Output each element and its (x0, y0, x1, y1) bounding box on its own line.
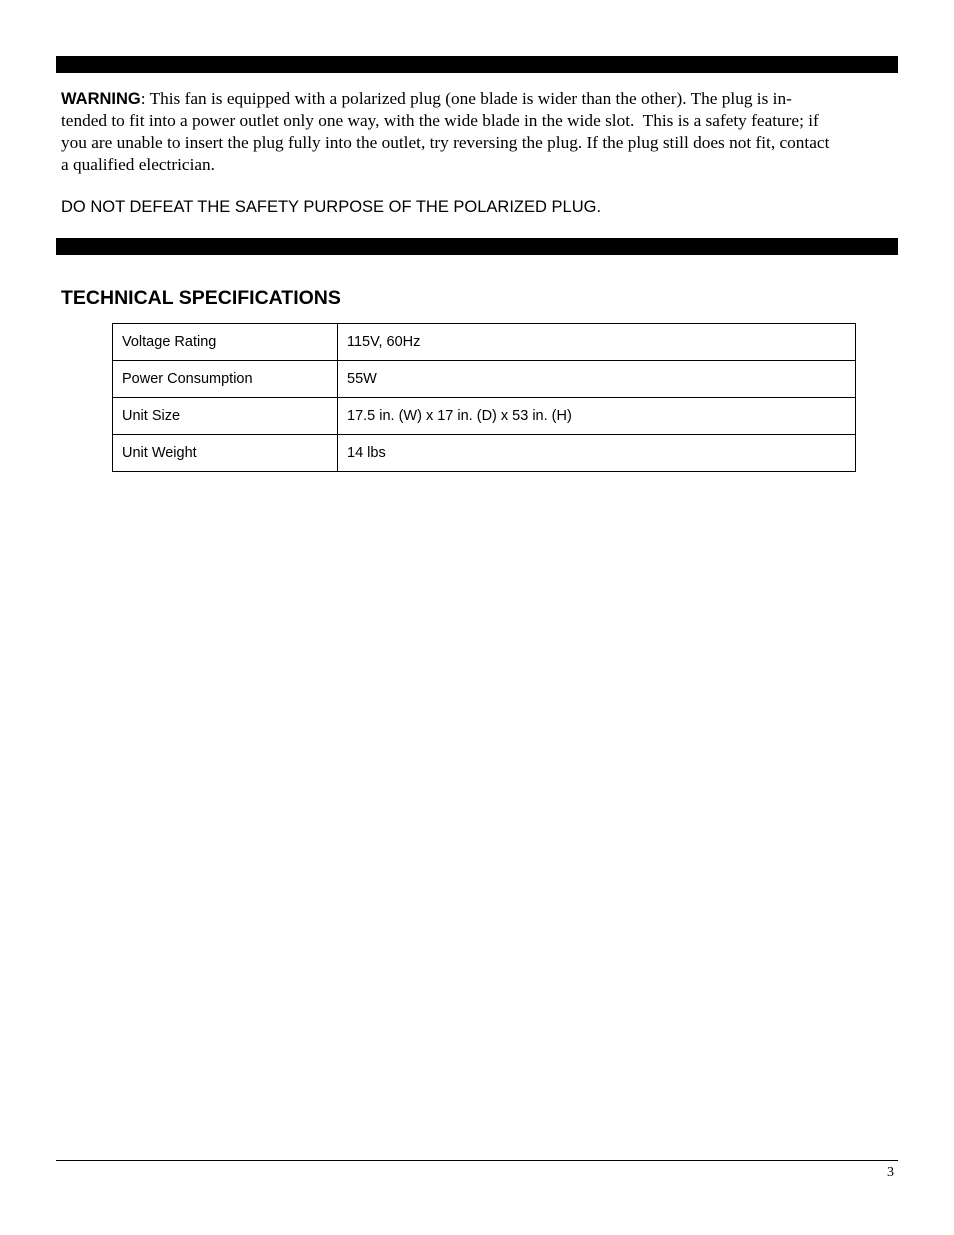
polarized-plug-notice: DO NOT DEFEAT THE SAFETY PURPOSE OF THE POLARIZED PLUG. (61, 198, 602, 216)
table-row (113, 435, 856, 472)
spec-value: 17.5 in. (W) x 17 in. (D) x 53 in. (H) (338, 398, 856, 435)
spec-value: 14 lbs (338, 435, 856, 472)
spec-label: Unit Size (113, 398, 338, 435)
spec-label: Unit Weight (113, 435, 338, 472)
warning-text-3: you are unable to insert the plug fully into the outlet, try reversing the plug. If the plug still does not fit, contact (61, 133, 830, 152)
spec-value: 55W (338, 361, 856, 398)
warning-text-1: This fan is equipped with a polarized plug (one blade is wider than the other). The plug is in- (149, 89, 792, 108)
bottom-divider-bar (56, 238, 898, 255)
warning-text-4: a qualified electrician. (61, 155, 216, 174)
table-row (113, 324, 856, 361)
top-divider-bar (56, 56, 898, 73)
spec-label: Power Consumption (113, 361, 338, 398)
spec-label: Voltage Rating (113, 324, 338, 361)
spec-value: 115V, 60Hz (338, 324, 856, 361)
footer-rule (56, 1160, 898, 1161)
table-row (113, 398, 856, 435)
warning-line (61, 88, 897, 110)
warning-text-2: tended to fit into a power outlet only one way, with the wide blade in the wide slot. This is a safety feature; if (61, 111, 819, 130)
specs-heading: TECHNICAL SPECIFICATIONS (61, 287, 341, 309)
table-row (113, 361, 856, 398)
warning-separator: : (140, 89, 150, 108)
warning-label: WARNING (61, 90, 141, 108)
page-number: 3 (887, 1165, 894, 1180)
warning-paragraph (61, 88, 897, 176)
specs-table (112, 323, 856, 472)
